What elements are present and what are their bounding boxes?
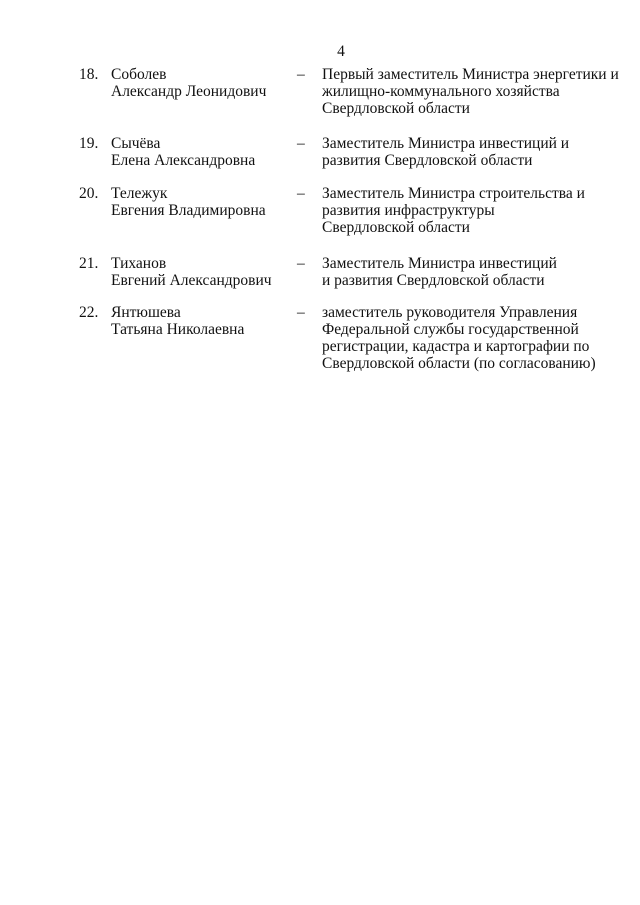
given-names: Евгений Александрович <box>111 272 272 289</box>
surname: Соболев <box>111 66 167 83</box>
position-line: регистрации, кадастра и картографии по <box>322 338 590 355</box>
dash: – <box>297 66 305 83</box>
person-name <box>111 304 244 338</box>
person-name <box>111 135 255 169</box>
person-name <box>111 66 266 100</box>
position-title <box>322 66 619 117</box>
position-line: Заместитель Министра инвестиций <box>322 255 557 272</box>
entry-number: 19. <box>79 135 99 152</box>
person-name <box>111 255 272 289</box>
dash: – <box>297 255 305 272</box>
page-number: 4 <box>337 43 345 60</box>
position-title <box>322 304 596 372</box>
position-line: Свердловской области (по согласованию) <box>322 355 596 372</box>
position-line: Свердловской области <box>322 100 470 117</box>
given-names: Елена Александровна <box>111 152 256 169</box>
given-names: Александр Леонидович <box>111 83 267 100</box>
dash: – <box>297 185 305 202</box>
position-title <box>322 255 557 289</box>
position-line: Заместитель Министра строительства и <box>322 185 585 202</box>
entry-number: 21. <box>79 255 99 272</box>
given-names: Евгения Владимировна <box>111 202 266 219</box>
entry-number: 22. <box>79 304 99 321</box>
position-line: Федеральной службы государственной <box>322 321 579 338</box>
given-names: Татьяна Николаевна <box>111 321 245 338</box>
position-line: и развития Свердловской области <box>322 272 545 289</box>
entry-number: 20. <box>79 185 99 202</box>
position-title <box>322 135 569 169</box>
surname: Янтюшева <box>111 304 181 321</box>
dash: – <box>297 135 305 152</box>
entry-number: 18. <box>79 66 99 83</box>
position-line: развития Свердловской области <box>322 152 533 169</box>
position-line: развития инфраструктуры <box>322 202 495 219</box>
position-line: Свердловской области <box>322 219 470 236</box>
position-line: жилищно-коммунального хозяйства <box>322 83 560 100</box>
surname: Тележук <box>111 185 168 202</box>
position-line: Заместитель Министра инвестиций и <box>322 135 570 152</box>
person-name <box>111 185 266 219</box>
position-line: Первый заместитель Министра энергетики и <box>322 66 619 83</box>
surname: Сычёва <box>111 135 161 152</box>
surname: Тиханов <box>111 255 167 272</box>
position-title <box>322 185 585 236</box>
dash: – <box>297 304 305 321</box>
position-line: заместитель руководителя Управления <box>322 304 578 321</box>
